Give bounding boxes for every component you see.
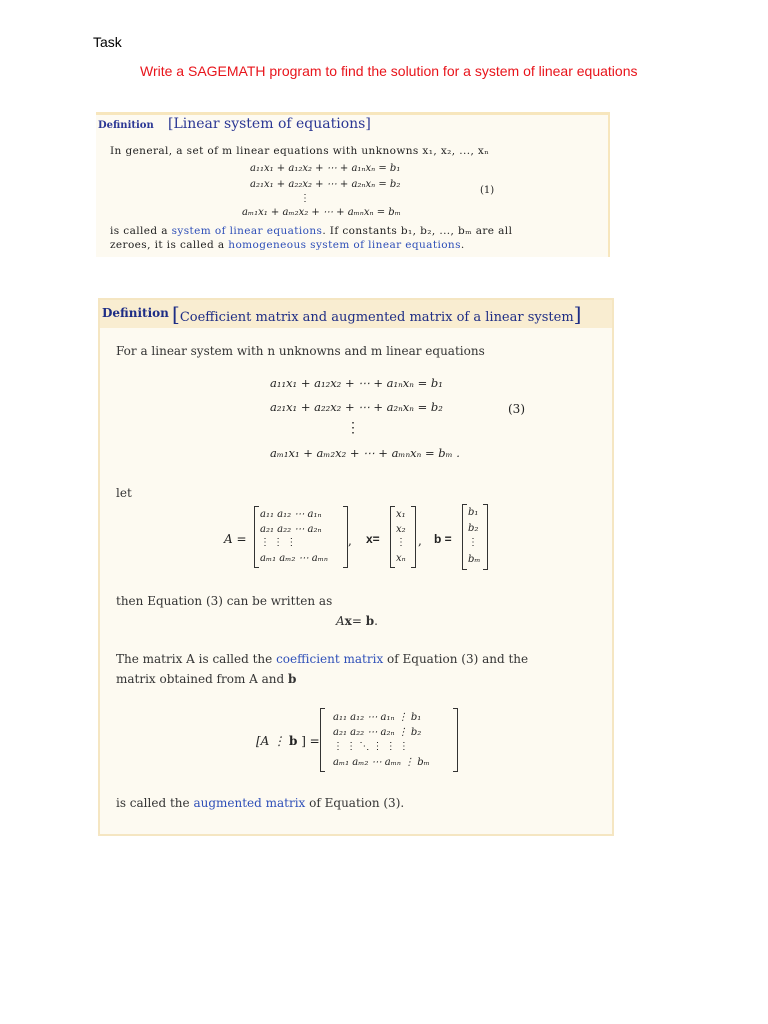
task-label: Task	[93, 34, 122, 50]
let-text: let	[116, 486, 132, 500]
vector-b-entry: b₂	[468, 523, 479, 534]
vector-b	[462, 504, 488, 570]
definition-intro: In general, a set of m linear equations with unknowns x₁, x₂, ..., xₙ	[110, 145, 490, 157]
task-description: Write a SAGEMATH program to find the solution for a system of linear equations	[140, 63, 638, 79]
vector-x-entry: x₁	[396, 509, 406, 520]
definition-title: [Linear system of equations]	[168, 116, 371, 132]
definition-line-b-post: .	[460, 239, 465, 251]
paragraph-2-b: b	[288, 672, 297, 686]
definition-title	[172, 302, 581, 326]
definition-box-coefficient-matrix	[98, 298, 614, 836]
equation-row-m: aₘ₁x₁ + aₘ₂x₂ + ⋯ + aₘₙxₙ = bₘ	[242, 207, 401, 218]
paragraph-1-post: of Equation (3) and the	[383, 652, 529, 666]
aug-label-b: b	[288, 734, 298, 748]
definition-intro: For a linear system with n unknowns and m linear equations	[116, 344, 485, 358]
equation-number: (1)	[480, 185, 495, 196]
definition-box-linear-system	[96, 112, 610, 257]
matrix-a-row: a₁₁ a₁₂ ⋯ a₁ₙ	[260, 509, 322, 520]
equation-row-2: a₂₁x₁ + a₂₂x₂ + ⋯ + a₂ₙxₙ = b₂	[250, 179, 401, 190]
link-augmented-matrix: augmented matrix	[193, 796, 306, 810]
matrix-a-label: A =	[224, 532, 247, 546]
paragraph-1-pre: The matrix A is called the	[116, 652, 277, 666]
definition-line-a-pre: is called a	[110, 225, 172, 237]
vector-x	[390, 506, 416, 568]
paragraph-2-pre: matrix obtained from A and	[116, 672, 289, 686]
definition-line-a	[110, 225, 512, 237]
vector-b-label: b =	[434, 532, 452, 546]
last-pre: is called the	[116, 796, 194, 810]
last-post: of Equation (3).	[305, 796, 405, 810]
vector-x-entry: x₂	[396, 524, 406, 535]
definition-line-a-post: . If constants b₁, b₂, ..., bₘ are all	[322, 225, 513, 237]
vector-b-entry: b₁	[468, 507, 479, 518]
ax-equals-b	[336, 614, 378, 628]
axb-eq: =	[351, 614, 366, 628]
definition-line-b	[110, 239, 465, 251]
matrix-a	[254, 506, 348, 568]
definition-header	[100, 300, 612, 328]
matrix-a-row: aₘ₁ aₘ₂ ⋯ aₘₙ	[260, 553, 328, 564]
vector-x-entry: xₙ	[396, 553, 406, 564]
definition-header	[96, 115, 608, 137]
link-coefficient-matrix: coefficient matrix	[276, 652, 384, 666]
axb-a: A	[336, 614, 345, 628]
equation-row-1: a₁₁x₁ + a₁₂x₂ + ⋯ + a₁ₙxₙ = b₁	[250, 163, 401, 174]
augmented-matrix	[320, 708, 458, 772]
augmented-row: ⋮ ⋮ ⋱ ⋮ ⋮ ⋮	[333, 741, 409, 752]
link-homogeneous-system: homogeneous system of linear equations	[228, 239, 461, 251]
comma: ,	[348, 534, 352, 548]
definition-word: Definition	[98, 120, 154, 131]
equation-vdots: ⋮	[346, 420, 360, 436]
equation-vdots: ⋮	[300, 193, 310, 204]
then-text: then Equation (3) can be written as	[116, 594, 333, 608]
link-system-of-linear-equations: system of linear equations	[171, 225, 323, 237]
vector-b-entry: ⋮	[468, 537, 478, 548]
matrix-a-row: a₂₁ a₂₂ ⋯ a₂ₙ	[260, 524, 322, 535]
title-bracket-open: [	[172, 302, 180, 326]
augmented-definition-line	[116, 796, 404, 810]
comma: ,	[418, 534, 422, 548]
matrix-a-row: ⋮ ⋮ ⋮	[260, 537, 297, 548]
augmented-label	[256, 734, 320, 748]
axb-b: b	[365, 614, 375, 628]
vector-x-label: x=	[366, 532, 380, 546]
augmented-row: a₂₁ a₂₂ ⋯ a₂ₙ ⋮ b₂	[333, 727, 422, 738]
equation-row-1: a₁₁x₁ + a₁₂x₂ + ⋯ + a₁ₙxₙ = b₁	[270, 376, 443, 390]
augmented-row: aₘ₁ aₘ₂ ⋯ aₘₙ ⋮ bₘ	[333, 757, 430, 768]
definition-word: Definition	[102, 306, 169, 320]
equation-row-m: aₘ₁x₁ + aₘ₂x₂ + ⋯ + aₘₙxₙ = bₘ .	[270, 446, 460, 460]
equation-number: (3)	[508, 402, 525, 416]
definition-line-b-pre: zeroes, it is called a	[110, 239, 229, 251]
augmented-row: a₁₁ a₁₂ ⋯ a₁ₙ ⋮ b₁	[333, 712, 422, 723]
aug-label-a: [A ⋮	[256, 734, 289, 748]
title-bracket-close: ]	[573, 302, 582, 326]
axb-end: .	[374, 614, 378, 628]
paragraph-line-1	[116, 652, 528, 666]
title-text: Coefficient matrix and augmented matrix of a linear system	[179, 310, 574, 325]
equation-row-2: a₂₁x₁ + a₂₂x₂ + ⋯ + a₂ₙxₙ = b₂	[270, 400, 443, 414]
axb-x: x	[344, 614, 352, 628]
vector-x-entry: ⋮	[396, 537, 406, 548]
paragraph-line-2	[116, 672, 296, 686]
aug-label-c: ] =	[297, 734, 320, 748]
vector-b-entry: bₘ	[468, 554, 481, 565]
